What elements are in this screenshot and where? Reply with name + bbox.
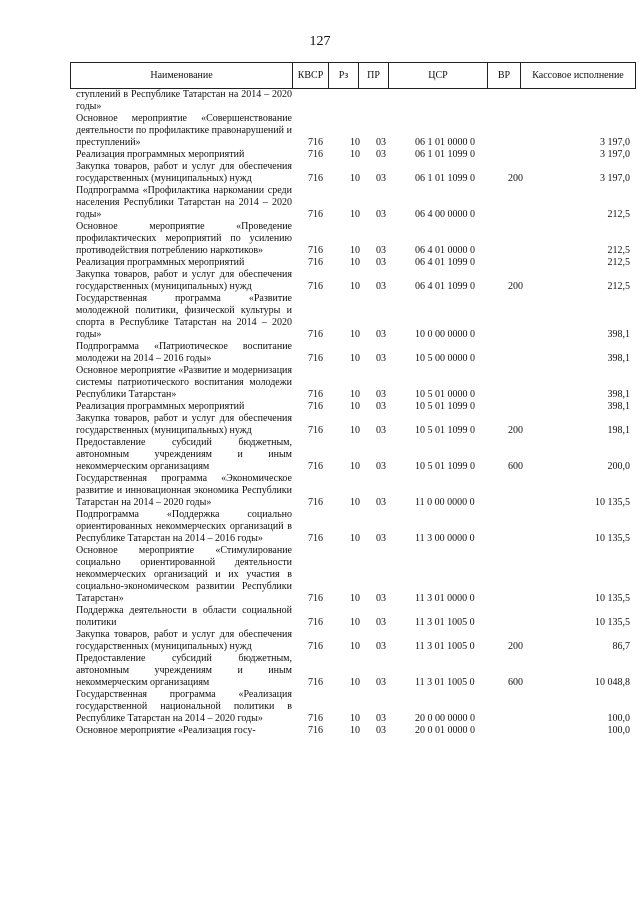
table-row — [70, 605, 636, 629]
row-pr: 03 — [376, 617, 386, 628]
row-rz: 10 — [350, 245, 360, 256]
row-sum: 3 197,0 — [600, 149, 630, 160]
row-kvsr: 716 — [308, 137, 323, 148]
row-kvsr: 716 — [308, 353, 323, 364]
header-vr: ВР — [488, 63, 521, 88]
table-row — [70, 437, 636, 473]
row-kvsr: 716 — [308, 497, 323, 508]
row-csr: 10 5 00 0000 0 — [415, 353, 475, 364]
row-name: Закупка товаров, работ и услуг для обеспечения государственных (муниципальных) нужд — [76, 629, 292, 652]
table-row — [70, 257, 636, 269]
row-kvsr: 716 — [308, 401, 323, 412]
row-csr: 06 1 01 1099 0 — [415, 149, 475, 160]
row-csr: 10 0 00 0000 0 — [415, 329, 475, 340]
row-pr: 03 — [376, 257, 386, 268]
row-csr: 20 0 01 0000 0 — [415, 725, 475, 736]
header-name: Наименование — [71, 63, 293, 88]
row-rz: 10 — [350, 329, 360, 340]
table-row — [70, 473, 636, 509]
table-row — [70, 113, 636, 149]
row-csr: 11 3 01 0000 0 — [415, 593, 475, 604]
row-pr: 03 — [376, 425, 386, 436]
row-kvsr: 716 — [308, 245, 323, 256]
row-rz: 10 — [350, 725, 360, 736]
row-csr: 11 3 00 0000 0 — [415, 533, 475, 544]
row-sum: 100,0 — [607, 725, 630, 736]
row-name: Основное мероприятие «Проведение профилактических мероприятий по усилению противодействия потреблению наркотиков» — [76, 221, 292, 256]
row-pr: 03 — [376, 329, 386, 340]
row-name: Предоставление субсидий бюджетным, автономным учреждениям и иным некоммерческим организациям — [76, 437, 292, 472]
row-csr: 10 5 01 1099 0 — [415, 425, 475, 436]
header-rz: Рз — [329, 63, 359, 88]
row-pr: 03 — [376, 389, 386, 400]
row-name: Государственная программа «Экономическое развитие и инновационная экономика Республики Татарстан на 2014 – 2020 годы» — [76, 473, 292, 508]
row-rz: 10 — [350, 677, 360, 688]
row-csr: 11 3 01 1005 0 — [415, 641, 475, 652]
row-kvsr: 716 — [308, 593, 323, 604]
row-pr: 03 — [376, 461, 386, 472]
row-name: Основное мероприятие «Развитие и модернизация системы патриотического воспитания молодежи Республики Татарстан» — [76, 365, 292, 400]
header-kvsr: КВСР — [293, 63, 329, 88]
row-kvsr: 716 — [308, 329, 323, 340]
budget-table — [70, 62, 636, 737]
row-vr: 200 — [508, 425, 523, 436]
table-row — [70, 509, 636, 545]
row-pr: 03 — [376, 593, 386, 604]
row-pr: 03 — [376, 725, 386, 736]
row-vr: 200 — [508, 641, 523, 652]
row-sum: 212,5 — [607, 209, 630, 220]
row-name: Закупка товаров, работ и услуг для обеспечения государственных (муниципальных) нужд — [76, 161, 292, 184]
row-name: Предоставление субсидий бюджетным, автономным учреждениям и иным некоммерческим организациям — [76, 653, 292, 688]
row-sum: 200,0 — [607, 461, 630, 472]
row-kvsr: 716 — [308, 281, 323, 292]
row-csr: 06 4 01 0000 0 — [415, 245, 475, 256]
table-body — [70, 89, 636, 737]
table-row — [70, 149, 636, 161]
row-name: Закупка товаров, работ и услуг для обеспечения государственных (муниципальных) нужд — [76, 413, 292, 436]
row-sum: 86,7 — [612, 641, 630, 652]
row-kvsr: 716 — [308, 173, 323, 184]
row-kvsr: 716 — [308, 725, 323, 736]
row-kvsr: 716 — [308, 209, 323, 220]
row-pr: 03 — [376, 641, 386, 652]
row-name: Подпрограмма «Поддержка социально ориентированных некоммерческих организаций в Республике Татарстан на 2014 – 2016 годы» — [76, 509, 292, 544]
row-pr: 03 — [376, 281, 386, 292]
table-row — [70, 545, 636, 605]
row-kvsr: 716 — [308, 149, 323, 160]
row-sum: 398,1 — [607, 353, 630, 364]
row-rz: 10 — [350, 401, 360, 412]
row-sum: 10 135,5 — [595, 593, 630, 604]
row-pr: 03 — [376, 713, 386, 724]
row-pr: 03 — [376, 149, 386, 160]
row-name: Основное мероприятие «Совершенствование деятельности по профилактике правонарушений и преступлений» — [76, 113, 292, 148]
row-csr: 10 5 01 0000 0 — [415, 389, 475, 400]
row-name: Реализация программных мероприятий — [76, 149, 245, 160]
row-sum: 212,5 — [607, 281, 630, 292]
row-kvsr: 716 — [308, 425, 323, 436]
row-rz: 10 — [350, 173, 360, 184]
table-row — [70, 365, 636, 401]
table-row — [70, 221, 636, 257]
row-csr: 11 3 01 1005 0 — [415, 617, 475, 628]
row-csr: 10 5 01 1099 0 — [415, 401, 475, 412]
row-kvsr: 716 — [308, 461, 323, 472]
row-sum: 198,1 — [607, 425, 630, 436]
row-vr: 200 — [508, 281, 523, 292]
row-vr: 600 — [508, 461, 523, 472]
row-kvsr: 716 — [308, 389, 323, 400]
row-rz: 10 — [350, 713, 360, 724]
row-sum: 10 048,8 — [595, 677, 630, 688]
row-sum: 10 135,5 — [595, 617, 630, 628]
header-pr: ПР — [359, 63, 389, 88]
row-kvsr: 716 — [308, 641, 323, 652]
row-name: Реализация программных мероприятий — [76, 401, 245, 412]
row-name: Реализация программных мероприятий — [76, 257, 245, 268]
row-pr: 03 — [376, 209, 386, 220]
page-number: 127 — [309, 34, 331, 49]
table-row — [70, 629, 636, 653]
row-name: Основное мероприятие «Стимулирование социально ориентированной деятельности некоммерческих организаций и их участия в социально-экономическом развитии Республики Татарстан» — [76, 545, 292, 604]
row-sum: 10 135,5 — [595, 533, 630, 544]
row-sum: 212,5 — [607, 245, 630, 256]
row-name: Государственная программа «Развитие молодежной политики, физической культуры и спорта в Республике Татарстан на 2014 – 2020 годы» — [76, 293, 292, 340]
row-pr: 03 — [376, 137, 386, 148]
row-pr: 03 — [376, 245, 386, 256]
row-name: Закупка товаров, работ и услуг для обеспечения государственных (муниципальных) нужд — [76, 269, 292, 292]
table-row — [70, 725, 636, 737]
row-csr: 06 4 00 0000 0 — [415, 209, 475, 220]
row-kvsr: 716 — [308, 617, 323, 628]
row-csr: 11 0 00 0000 0 — [415, 497, 475, 508]
row-name: Основное мероприятие «Реализация госу- — [76, 725, 256, 736]
row-pr: 03 — [376, 353, 386, 364]
row-pr: 03 — [376, 173, 386, 184]
row-sum: 100,0 — [607, 713, 630, 724]
row-rz: 10 — [350, 497, 360, 508]
table-row — [70, 689, 636, 725]
table-row — [70, 401, 636, 413]
row-kvsr: 716 — [308, 257, 323, 268]
row-csr: 20 0 00 0000 0 — [415, 713, 475, 724]
table-row — [70, 293, 636, 341]
row-rz: 10 — [350, 209, 360, 220]
row-csr: 06 1 01 0000 0 — [415, 137, 475, 148]
row-rz: 10 — [350, 149, 360, 160]
row-name: Поддержка деятельности в области социальной политики — [76, 605, 292, 628]
table-row — [70, 413, 636, 437]
row-csr: 06 1 01 1099 0 — [415, 173, 475, 184]
row-sum: 3 197,0 — [600, 173, 630, 184]
row-sum: 10 135,5 — [595, 497, 630, 508]
row-kvsr: 716 — [308, 533, 323, 544]
row-name: Государственная программа «Реализация государственной национальной политики в Республике Татарстан на 2014 – 2020 годы» — [76, 689, 292, 724]
row-name: ступлений в Республике Татарстан на 2014 – 2020 годы» — [76, 89, 292, 112]
row-rz: 10 — [350, 389, 360, 400]
row-rz: 10 — [350, 257, 360, 268]
table-row — [70, 185, 636, 221]
row-sum: 398,1 — [607, 401, 630, 412]
row-csr: 10 5 01 1099 0 — [415, 461, 475, 472]
row-rz: 10 — [350, 425, 360, 436]
row-name: Подпрограмма «Патриотическое воспитание молодежи на 2014 – 2016 годы» — [76, 341, 292, 364]
table-header — [70, 62, 636, 89]
row-rz: 10 — [350, 461, 360, 472]
header-sum: Кассовое исполнение — [532, 69, 624, 81]
row-sum: 212,5 — [607, 257, 630, 268]
row-kvsr: 716 — [308, 677, 323, 688]
table-row — [70, 269, 636, 293]
row-rz: 10 — [350, 281, 360, 292]
row-pr: 03 — [376, 497, 386, 508]
row-rz: 10 — [350, 617, 360, 628]
row-rz: 10 — [350, 353, 360, 364]
row-rz: 10 — [350, 137, 360, 148]
row-rz: 10 — [350, 533, 360, 544]
header-csr: ЦСР — [389, 63, 488, 88]
row-csr: 06 4 01 1099 0 — [415, 257, 475, 268]
row-kvsr: 716 — [308, 713, 323, 724]
table-row — [70, 161, 636, 185]
row-csr: 06 4 01 1099 0 — [415, 281, 475, 292]
row-csr: 11 3 01 1005 0 — [415, 677, 475, 688]
row-vr: 200 — [508, 173, 523, 184]
table-row — [70, 653, 636, 689]
row-rz: 10 — [350, 593, 360, 604]
row-pr: 03 — [376, 401, 386, 412]
row-sum: 398,1 — [607, 329, 630, 340]
row-rz: 10 — [350, 641, 360, 652]
row-sum: 398,1 — [607, 389, 630, 400]
row-pr: 03 — [376, 533, 386, 544]
row-vr: 600 — [508, 677, 523, 688]
row-name: Подпрограмма «Профилактика наркомании среди населения Республики Татарстан на 2014 – 2020 годы» — [76, 185, 292, 220]
row-sum: 3 197,0 — [600, 137, 630, 148]
table-row — [70, 89, 636, 113]
table-row — [70, 341, 636, 365]
row-pr: 03 — [376, 677, 386, 688]
